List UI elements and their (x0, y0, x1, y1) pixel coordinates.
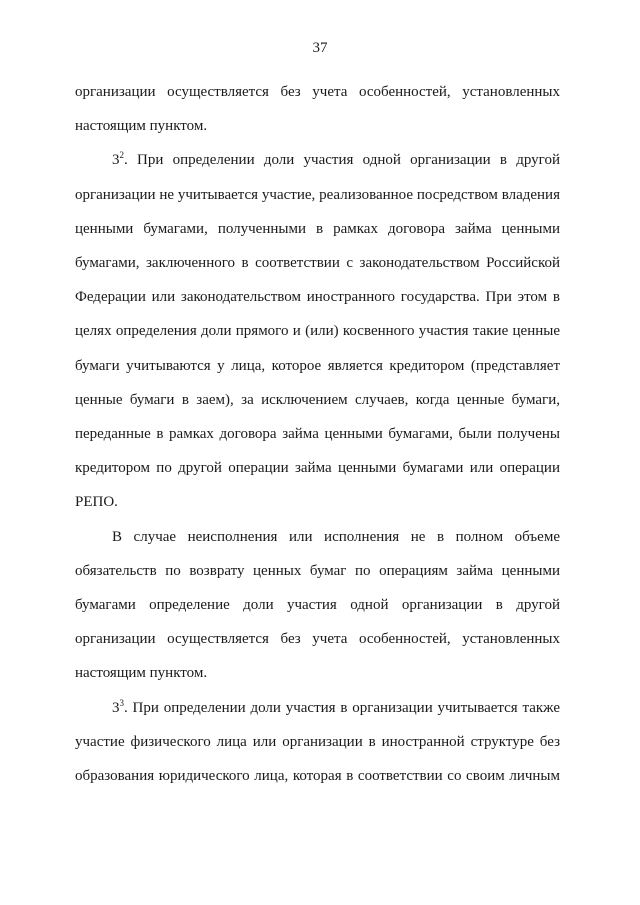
clause-number-superscript: 2 (119, 150, 124, 161)
paragraph-clause-3-2 (75, 143, 560, 519)
clause-number: $3^2$. (112, 150, 128, 169)
clause-number-superscript: 3 (119, 697, 124, 708)
paragraph-text: В случае неисполнения или исполнения не в полном объеме обязательств по возврату ценных бумаг по операциям займа ценными бумагами определение доли участия одной организации в другой организации осуществляется без учета особенностей, установленных настоящим пунктом. (75, 528, 560, 682)
paragraph-clause-3-3 (75, 691, 560, 794)
page-number: 37 (312, 40, 328, 56)
document-body (75, 75, 560, 793)
paragraph-non-fulfillment (75, 520, 560, 691)
paragraph-text: организации осуществляется без учета особенностей, установленных настоящим пунктом. (75, 84, 560, 135)
clause-number: $3^3$. (112, 697, 128, 716)
paragraph-text: При определении доли участия в организации учитывается также участие физического лица или организации в иностранной структуре без образования юридического лица, которая в соответствии со своим личным (75, 699, 560, 785)
paragraph-text: При определении доли участия одной организации в другой организации не учитывается участие, реализованное посредством владения ценными бумагами, полученными в рамках договора займа ценными бумагами, заключенного в соответствии с законодательством Российской Федерации или законодательством иностранного государства. При этом в целях определения доли прямого и (или) косвенного участия такие ценные бумаги учитываются у лица, которое является кредитором (представляет ценные бумаги в заем), за исключением случаев, когда ценные бумаги, переданные в рамках договора займа ценными бумагами, были получены кредитором по другой операции займа ценными бумагами или операции РЕПО. (75, 152, 560, 511)
paragraph-continuation (75, 75, 560, 143)
